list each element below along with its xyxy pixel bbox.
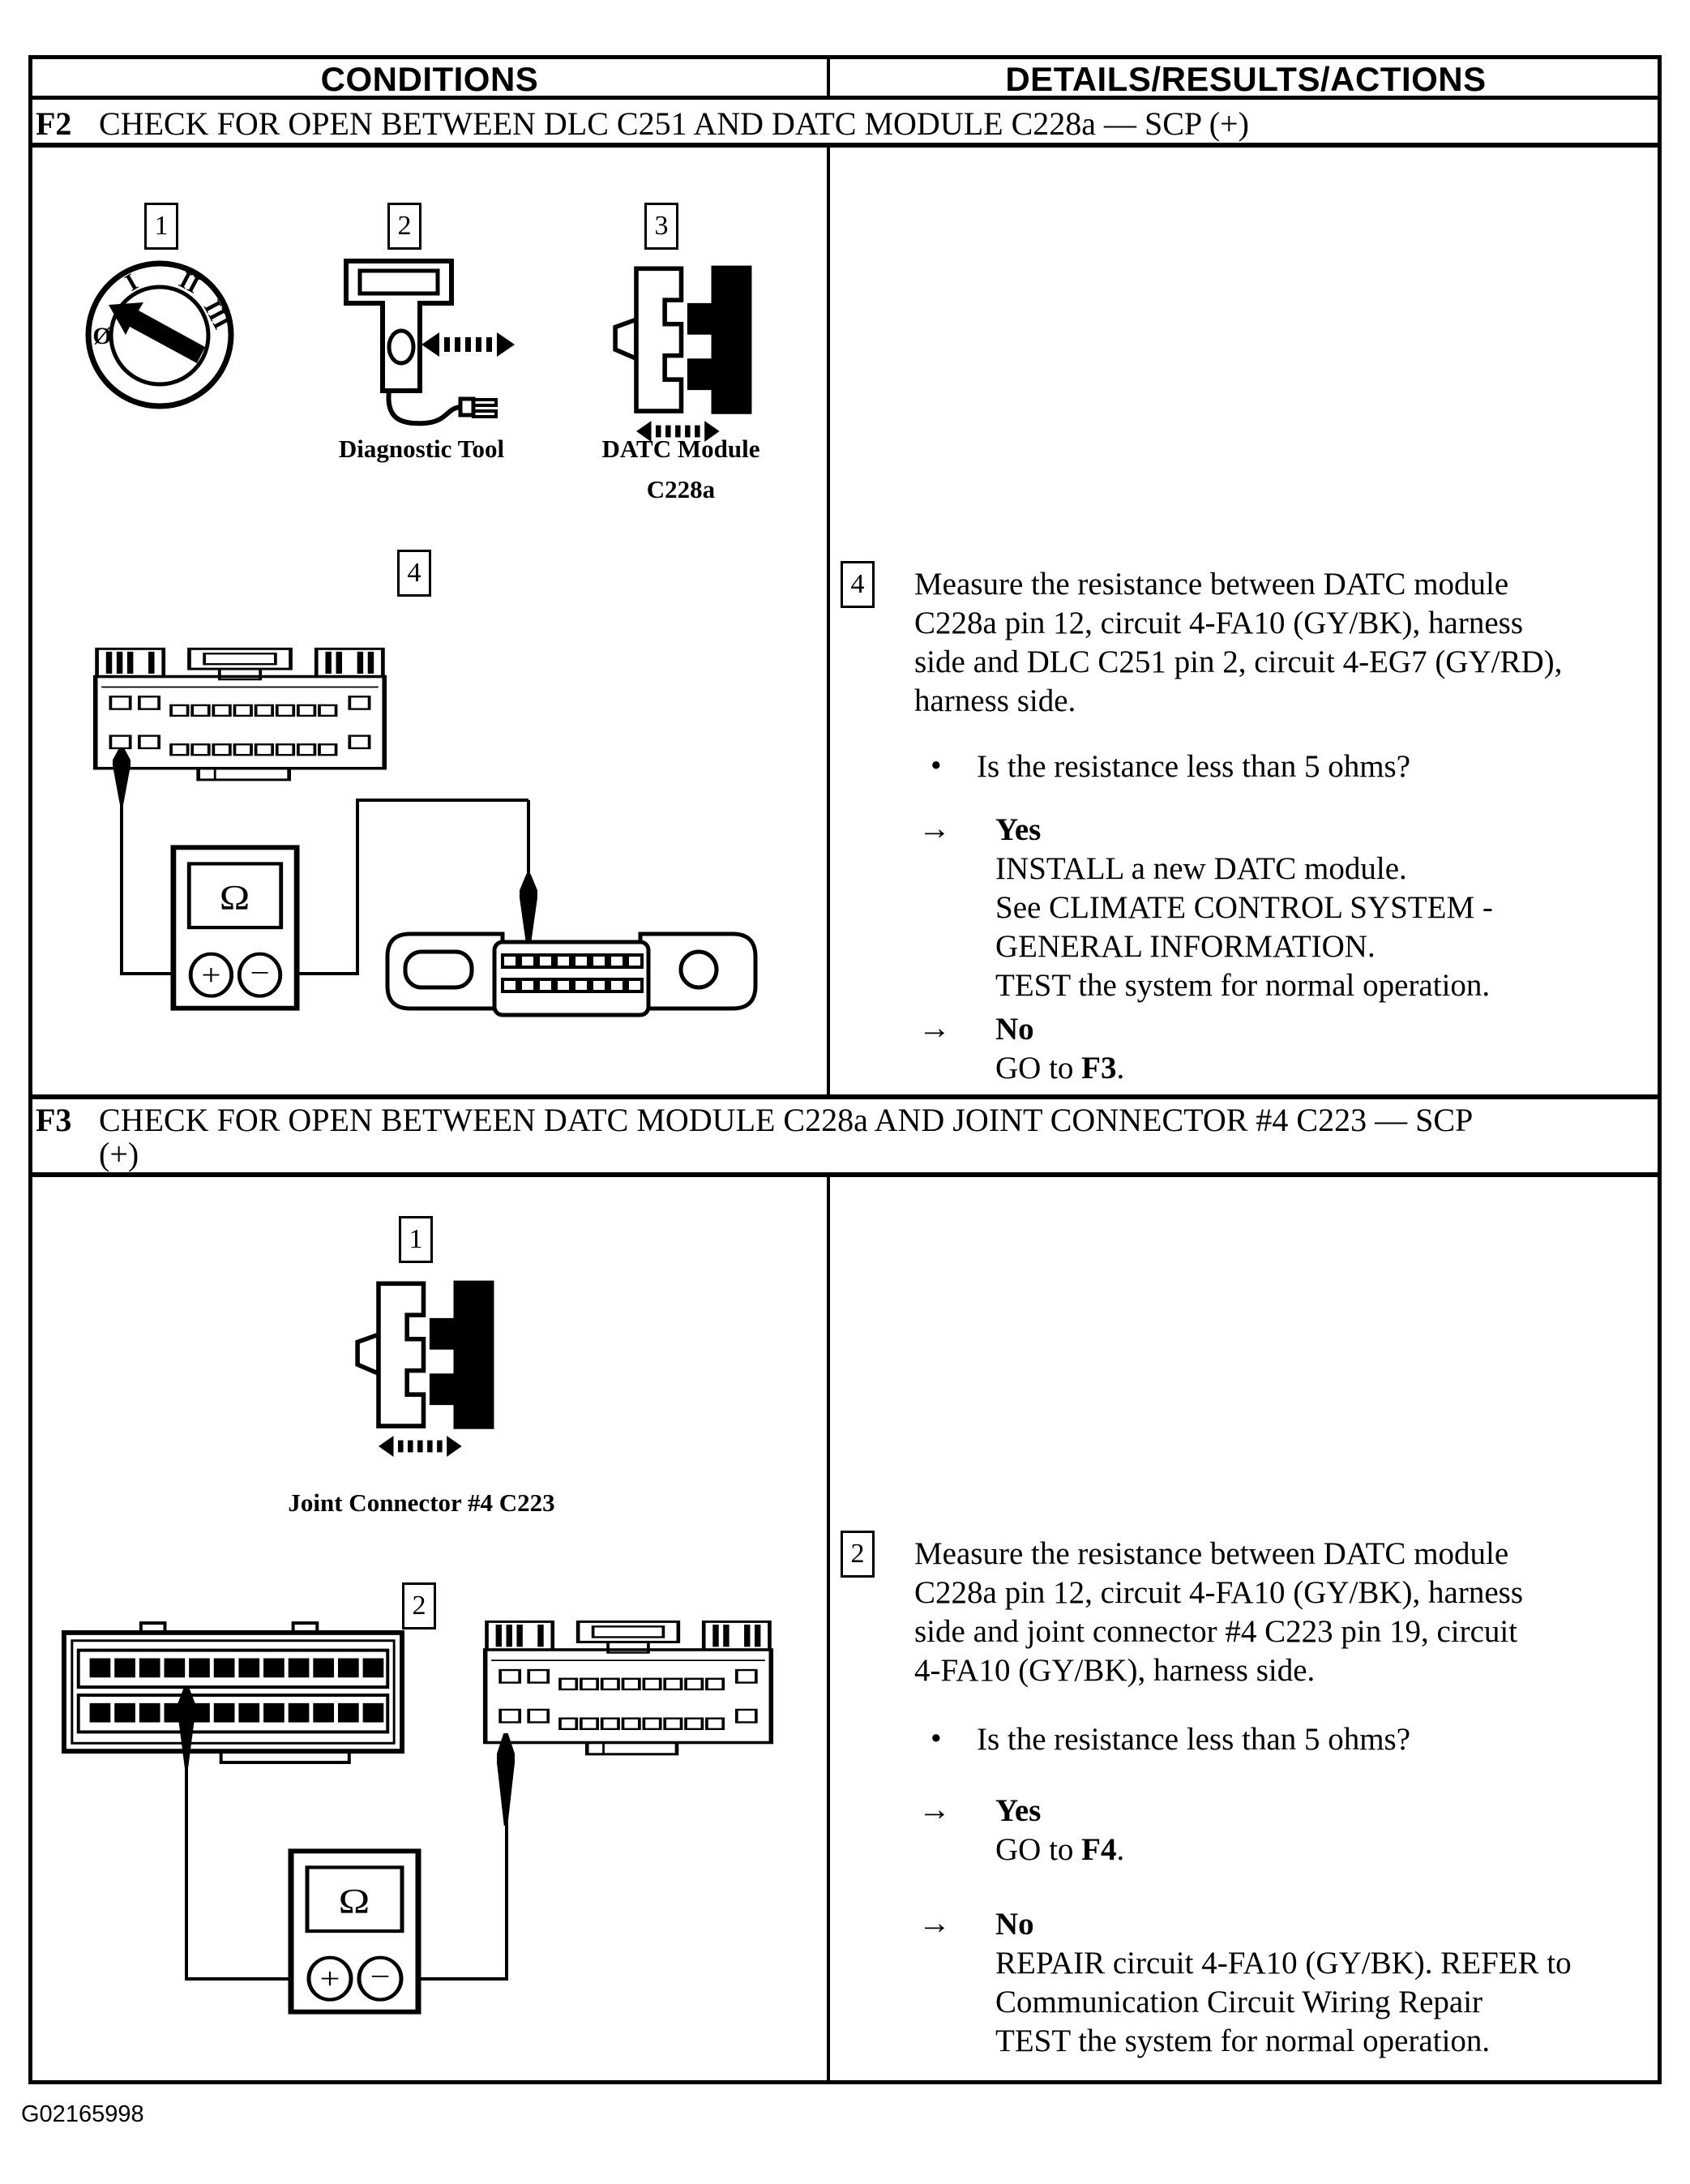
diagnostic-tool-label: Diagnostic Tool [338,435,505,463]
action-line: INSTALL a new DATC module. [995,851,1407,886]
datc-harness-connector-icon [482,1620,774,1758]
column-divider-f3 [827,1177,830,2080]
action-line [995,1831,1124,1869]
disconnect-arrow-icon [421,332,515,357]
step-number-box: 4 [841,561,875,608]
datc-module-label: DATC Module [601,435,760,463]
instruction-line: Measure the resistance between DATC module [914,1536,1509,1571]
joint-connector-label: Joint Connector #4 C223 [288,1488,555,1517]
f3-step-title-line1: CHECK FOR OPEN BETWEEN DATC MODULE C228a AND JOINT CONNECTOR #4 C223 — SCP [99,1102,1474,1138]
action-line: Communication Circuit Wiring Repair [995,1985,1483,2019]
action-line [995,1049,1124,1088]
go-to-text: GO to [995,1051,1082,1086]
bullet-icon: • [931,748,942,783]
ignition-switch-icon [81,258,239,412]
instruction-line: C228a pin 12, circuit 4-FA10 (GY/BK), harness [914,1575,1523,1610]
f3-step-title-line2: (+) [99,1136,139,1172]
figure-id: G02165998 [21,2101,144,2127]
column-divider-f2 [827,148,830,1094]
f3-title-divider-line [28,1172,1662,1177]
joint-connector-harness-icon [61,1621,405,1764]
ohmmeter-icon [170,845,300,1011]
action-line: GENERAL INFORMATION. [995,929,1376,964]
column-header-conditions: CONDITIONS [320,60,539,98]
go-to-period: . [1116,1051,1125,1086]
no-label: No [995,1907,1034,1942]
callout-box-2: 2 [402,1582,436,1629]
f2-step-id: F2 [36,105,72,142]
result-arrow-icon: → [918,1009,951,1046]
datc-module-connector-number: C228a [646,475,716,503]
instruction-line: Measure the resistance between DATC module [914,567,1509,602]
wire-segment [185,1764,188,1981]
callout-box-1: 1 [399,1216,433,1263]
ignition-pos-0: Ø [92,323,112,349]
dlc-connector-icon [381,929,762,1020]
ignition-pos-3: III [198,296,236,334]
f3-step-id: F3 [36,1102,72,1138]
meter-plus-terminal: + [319,1962,340,1996]
callout-box-1: 1 [144,203,178,250]
callout-box-3: 3 [644,203,678,250]
callout-box-2: 2 [387,203,421,250]
question-text: Is the resistance less than 5 ohms? [977,1722,1411,1757]
ohm-display: Ω [338,1882,370,1921]
wire-segment [356,799,528,802]
joint-connector-icon [349,1271,498,1462]
wire-segment [505,1822,508,1981]
diagnostic-tool-icon [326,258,520,435]
meter-minus-terminal: − [370,1959,391,1993]
go-to-target: F3 [1081,1051,1117,1086]
go-to-period: . [1116,1832,1125,1867]
ignition-pos-1: I [120,268,143,297]
ohm-display: Ω [219,878,250,918]
datc-harness-connector-icon [92,647,387,783]
question-text: Is the resistance less than 5 ohms? [977,749,1411,784]
table-border [28,55,1662,2084]
go-to-text: GO to [995,1832,1082,1867]
action-line: See CLIMATE CONTROL SYSTEM - [995,890,1493,925]
instruction-line: side and joint connector #4 C223 pin 19, circuit [914,1614,1518,1649]
meter-minus-terminal: − [250,955,270,990]
action-line: TEST the system for normal operation. [995,968,1491,1003]
result-arrow-icon: → [918,810,951,846]
action-line: TEST the system for normal operation. [995,2023,1491,2058]
instruction-line: side and DLC C251 pin 2, circuit 4-EG7 (GY/RD), [914,644,1563,679]
result-arrow-icon: → [918,1904,951,1941]
ignition-pos-2: II [174,266,204,299]
wire-segment [356,799,359,975]
ohmmeter-icon [288,1848,421,2015]
wire-segment [527,800,530,877]
column-header-details: DETAILS/RESULTS/ACTIONS [1005,60,1487,98]
ignition-arrow-icon [109,302,205,363]
bullet-icon: • [931,1721,942,1756]
f2-step-title: CHECK FOR OPEN BETWEEN DLC C251 AND DATC MODULE C228a — SCP (+) [99,105,1249,142]
datc-module-connector-icon [606,256,756,447]
disconnect-arrow-icon [379,1436,462,1457]
go-to-target: F4 [1081,1832,1117,1867]
wire-segment [120,801,123,975]
yes-label: Yes [995,812,1042,847]
instruction-line: harness side. [914,683,1076,718]
callout-box-4: 4 [397,550,431,597]
instruction-line: 4-FA10 (GY/BK), harness side. [914,1653,1316,1688]
meter-plus-terminal: + [201,957,221,992]
no-label: No [995,1012,1034,1047]
yes-label: Yes [995,1793,1042,1828]
f3-top-divider-line [28,1094,1662,1099]
result-arrow-icon: → [918,1791,951,1827]
action-line: REPAIR circuit 4-FA10 (GY/BK). REFER to [995,1946,1572,1981]
step-number-box: 2 [841,1531,875,1578]
f2-title-divider-line [28,143,1662,148]
instruction-line: C228a pin 12, circuit 4-FA10 (GY/BK), harness [914,606,1523,640]
